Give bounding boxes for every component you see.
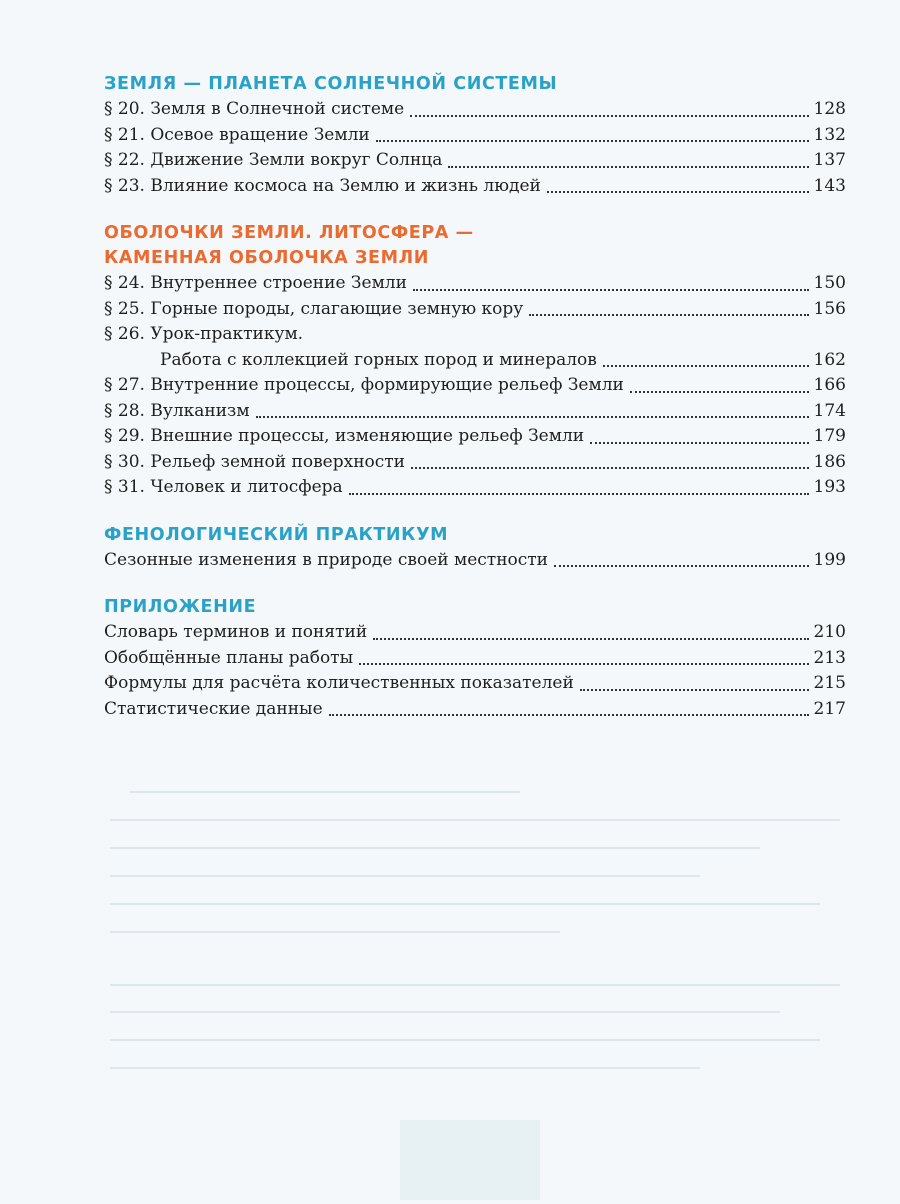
- page-number: 137: [813, 150, 846, 170]
- toc-entry: [104, 548, 846, 574]
- toc-entry-label: § 31. Человек и литосфера: [104, 477, 343, 497]
- toc-section: [104, 523, 846, 574]
- page-number: 128: [813, 99, 846, 119]
- dot-leader: [554, 565, 809, 567]
- section-heading: КАМЕННАЯ ОБОЛОЧКА ЗЕМЛИ: [104, 248, 429, 268]
- toc-entry: [104, 297, 846, 323]
- toc-entry-label: § 30. Рельеф земной поверхности: [104, 451, 406, 472]
- page-number: 156: [813, 298, 846, 319]
- dot-leader: [529, 314, 808, 316]
- dot-leader: [329, 714, 809, 716]
- page-number: 132: [813, 124, 846, 145]
- toc-entry-label: § 27. Внутренние процессы, формирующие рельеф Земли: [104, 375, 624, 395]
- page-number: 186: [813, 451, 846, 472]
- dot-leader: [411, 467, 809, 469]
- section-heading: ПРИЛОЖЕНИЕ: [104, 597, 257, 617]
- toc-entry: [104, 97, 846, 123]
- toc-entry: [104, 399, 846, 425]
- toc-entry: [104, 174, 846, 200]
- page-number: 179: [813, 426, 846, 446]
- toc-entry-label: § 20. Земля в Солнечной системе: [104, 99, 405, 119]
- page-number: 162: [813, 349, 846, 370]
- toc-entry: [104, 148, 846, 174]
- toc-entry: [104, 475, 846, 501]
- dot-leader: [349, 493, 809, 495]
- toc-entry-label: Статистические данные: [104, 698, 323, 719]
- section-heading: ЗЕМЛЯ — ПЛАНЕТА СОЛНЕЧНОЙ СИСТЕМЫ: [104, 74, 558, 94]
- toc-entry-label: Сезонные изменения в природе своей местности: [104, 549, 549, 570]
- toc-entry-label: § 23. Влияние космоса на Землю и жизнь людей: [104, 175, 541, 196]
- toc-entry-label: § 26. Урок-практикум.: [104, 324, 304, 344]
- toc-entry: [104, 424, 846, 450]
- toc-entry: [104, 271, 846, 297]
- toc-entry-label: § 21. Осевое вращение Земли: [104, 124, 370, 145]
- dot-leader: [413, 289, 809, 291]
- toc-entry-label: § 24. Внутреннее строение Земли: [104, 273, 407, 293]
- dot-leader: [580, 689, 809, 691]
- dot-leader: [630, 391, 809, 393]
- page-number: 166: [813, 375, 846, 395]
- toc-entry: [104, 646, 846, 672]
- toc-entry-label: Обобщённые планы работы: [104, 647, 354, 668]
- toc-entry-label: § 25. Горные породы, слагающие земную кору: [104, 298, 524, 319]
- section-heading: ОБОЛОЧКИ ЗЕМЛИ. ЛИТОСФЕРА —: [104, 223, 474, 243]
- page-number: 199: [813, 549, 846, 570]
- toc-section: [104, 595, 846, 722]
- page-number: 217: [813, 698, 846, 719]
- section-heading: ФЕНОЛОГИЧЕСКИЙ ПРАКТИКУМ: [104, 524, 449, 545]
- toc-entry: [104, 123, 846, 149]
- dot-leader: [410, 115, 808, 117]
- toc-entry-label: § 22. Движение Земли вокруг Солнца: [104, 150, 443, 170]
- toc-section: [104, 221, 846, 501]
- toc-entry: [104, 620, 846, 646]
- dot-leader: [603, 365, 809, 367]
- dot-leader: [359, 663, 808, 665]
- page-number: 174: [813, 400, 846, 421]
- toc-entry: [104, 697, 846, 723]
- toc-entry-label: Формулы для расчёта количественных показателей: [104, 673, 574, 693]
- toc-entry: [104, 450, 846, 476]
- toc-section: [104, 72, 846, 199]
- page-number: 215: [813, 673, 846, 693]
- dot-leader: [547, 191, 809, 193]
- toc-entry-label: § 29. Внешние процессы, изменяющие рельеф Земли: [104, 426, 585, 446]
- page-number: 210: [813, 622, 846, 642]
- toc-entry: [104, 348, 846, 374]
- dot-leader: [590, 442, 808, 444]
- dot-leader: [376, 140, 809, 142]
- dot-leader: [448, 166, 808, 168]
- table-of-contents: [104, 72, 846, 744]
- dot-leader: [256, 416, 809, 418]
- page-number: 150: [813, 273, 846, 293]
- page-number: 143: [813, 175, 846, 196]
- page-number: 213: [813, 647, 846, 668]
- toc-entry-label: Словарь терминов и понятий: [104, 622, 368, 642]
- page-number: 193: [813, 477, 846, 497]
- toc-entry-label: § 28. Вулканизм: [104, 400, 250, 421]
- toc-entry: [104, 671, 846, 697]
- toc-entry-continuation: Работа с коллекцией горных пород и минералов: [160, 349, 597, 370]
- dot-leader: [373, 638, 808, 640]
- toc-entry: [104, 373, 846, 399]
